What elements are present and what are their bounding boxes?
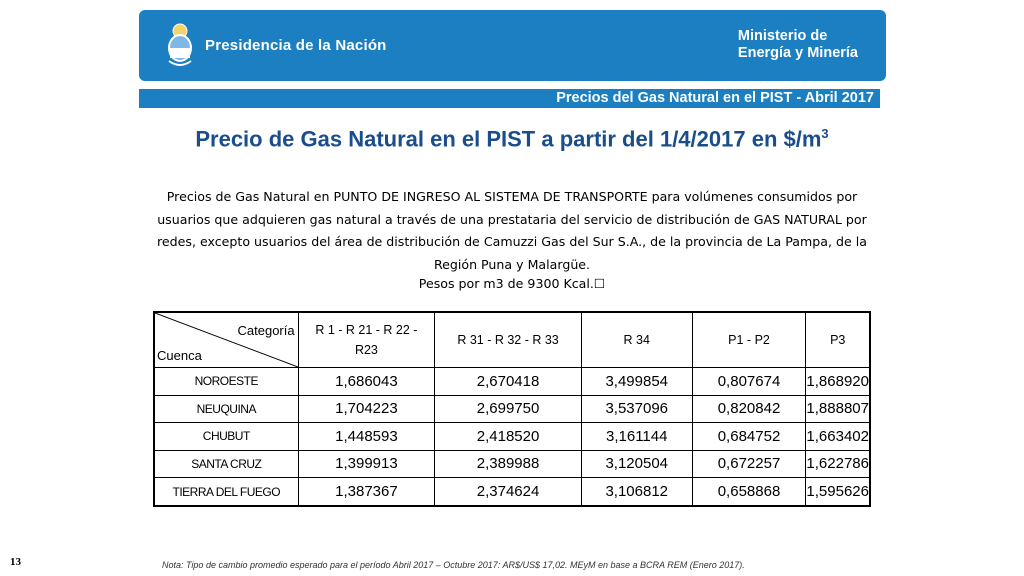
price-cell: 2,670418 <box>435 368 582 396</box>
ministry-line-1: Ministerio de <box>737 28 828 44</box>
price-cell: 2,374624 <box>435 478 582 506</box>
price-cell: 1,399913 <box>298 450 435 478</box>
footnote: Nota: Tipo de cambio promedio esperado para el período Abril 2017 – Octubre 2017: AR$/US$ 17,02. MEyM en base a BCRA REM (Enero 2017). <box>162 560 745 570</box>
price-cell: 2,418520 <box>435 423 582 451</box>
unit-note: Pesos por m3 de 9300 Kcal.☐ <box>418 276 606 291</box>
column-header: P3 <box>806 312 870 368</box>
page-number: 13 <box>10 556 21 568</box>
presidency-title: Presidencia de la Nación <box>205 37 387 54</box>
cuenca-cell: TIERRA DEL FUEGO <box>154 478 298 506</box>
price-cell: 0,684752 <box>692 423 806 451</box>
price-cell: 1,704223 <box>298 395 435 423</box>
price-cell: 1,868920 <box>806 368 870 396</box>
subtitle-bar <box>139 89 880 108</box>
price-cell: 0,820842 <box>692 395 806 423</box>
price-cell: 1,888807 <box>806 395 870 423</box>
price-cell: 3,499854 <box>581 368 692 396</box>
coat-of-arms-icon <box>165 21 195 69</box>
price-cell: 0,658868 <box>692 478 806 506</box>
price-cell: 1,448593 <box>298 423 435 451</box>
table-row <box>154 423 870 451</box>
price-cell: 3,161144 <box>581 423 692 451</box>
price-cell: 1,387367 <box>298 478 435 506</box>
subtitle-text: Precios del Gas Natural en el PIST - Abril 2017 <box>556 90 874 106</box>
page-title <box>0 126 1024 152</box>
table-row <box>154 368 870 396</box>
table-row <box>154 450 870 478</box>
price-cell: 1,686043 <box>298 368 435 396</box>
price-cell: 3,106812 <box>581 478 692 506</box>
page-title-text: Precio de Gas Natural en el PIST a partir del 1/4/2017 en $/m <box>195 126 822 152</box>
cuenca-cell: SANTA CRUZ <box>154 450 298 478</box>
price-cell: 1,663402 <box>806 423 870 451</box>
table-header-row <box>154 312 870 368</box>
page-title-superscript: 3 <box>821 126 829 141</box>
column-header: R 31 - R 32 - R 33 <box>435 312 582 368</box>
category-label: Categoría <box>237 323 295 338</box>
price-cell: 0,807674 <box>692 368 806 396</box>
column-header: P1 - P2 <box>692 312 806 368</box>
corner-header-cell <box>154 312 298 368</box>
price-cell: 0,672257 <box>692 450 806 478</box>
column-header: R 34 <box>581 312 692 368</box>
table-row <box>154 478 870 506</box>
price-cell: 3,537096 <box>581 395 692 423</box>
ministry-name <box>738 28 858 62</box>
price-cell: 1,595626 <box>806 478 870 506</box>
column-header: R 1 - R 21 - R 22 - R23 <box>298 312 435 368</box>
header-banner <box>139 10 886 81</box>
price-cell: 3,120504 <box>581 450 692 478</box>
cuenca-label: Cuenca <box>157 348 202 363</box>
price-cell: 2,699750 <box>435 395 582 423</box>
ministry-line-2: Energía y Minería <box>737 45 858 61</box>
price-cell: 2,389988 <box>435 450 582 478</box>
table-row <box>154 395 870 423</box>
cuenca-cell: NOROESTE <box>154 368 298 396</box>
price-table <box>153 311 871 507</box>
cuenca-cell: NEUQUINA <box>154 395 298 423</box>
price-cell: 1,622786 <box>806 450 870 478</box>
description-paragraph: Precios de Gas Natural en PUNTO DE INGRESO AL SISTEMA DE TRANSPORTE para volúmenes consumidos por usuarios que adquieren gas natural a través de una prestataria del servicio de distribución de GAS NATURAL por redes, excepto usuarios del área de distribución de Camuzzi Gas del Sur S.A., de la provincia de La Pampa, de la Región Puna y Malargüe. <box>157 189 867 272</box>
cuenca-cell: CHUBUT <box>154 423 298 451</box>
